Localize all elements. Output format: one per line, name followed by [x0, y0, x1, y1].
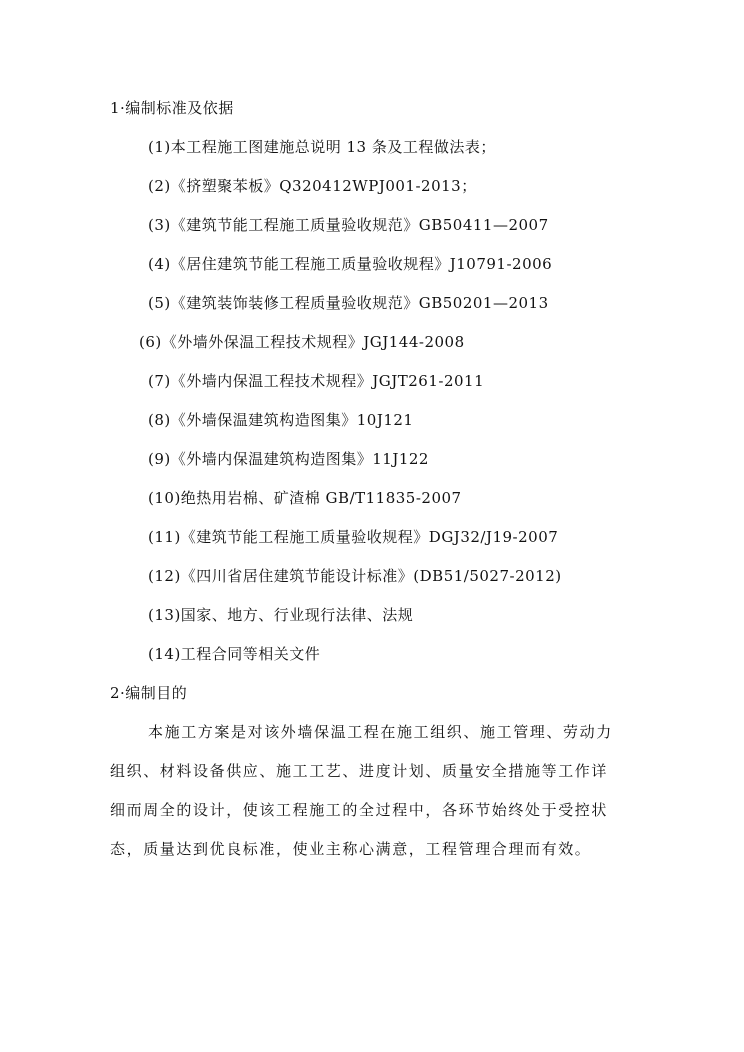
purpose-paragraph-line-2: 组织、材料设备供应、施工工艺、进度计划、质量安全措施等工作详 [110, 762, 609, 780]
reference-item-2: (2)《挤塑聚苯板》Q320412WPJ001-2013； [148, 177, 477, 195]
reference-item-4: (4)《居住建筑节能工程施工质量验收规程》J10791-2006 [148, 255, 553, 273]
purpose-paragraph-line-3: 细而周全的设计，使该工程施工的全过程中，各环节始终处于受控状 [110, 801, 609, 819]
section-2-heading: 2·编制目的 [110, 684, 188, 702]
reference-item-5: (5)《建筑装饰装修工程质量验收规范》GB50201—2013 [148, 294, 549, 312]
reference-item-14: (14)工程合同等相关文件 [148, 645, 321, 663]
reference-item-13: (13)国家、地方、行业现行法律、法规 [148, 606, 414, 624]
reference-item-3: (3)《建筑节能工程施工质量验收规范》GB50411—2007 [148, 216, 549, 234]
purpose-paragraph-line-1: 本施工方案是对该外墙保温工程在施工组织、施工管理、劳动力 [148, 723, 613, 741]
reference-item-1: (1)本工程施工图建施总说明 13 条及工程做法表； [148, 138, 496, 156]
reference-item-9: (9)《外墙内保温建筑构造图集》11J122 [148, 450, 429, 468]
reference-item-7: (7)《外墙内保温工程技术规程》JGJT261-2011 [148, 372, 485, 390]
reference-item-11: (11)《建筑节能工程施工质量验收规程》DGJ32/J19-2007 [148, 528, 559, 546]
reference-item-6: (6)《外墙外保温工程技术规程》JGJ144-2008 [139, 333, 465, 351]
reference-item-12: (12)《四川省居住建筑节能设计标准》(DB51/5027-2012) [148, 567, 562, 585]
section-1-heading: 1·编制标准及依据 [110, 99, 234, 117]
reference-item-10: (10)绝热用岩棉、矿渣棉 GB/T11835-2007 [148, 489, 462, 507]
reference-item-8: (8)《外墙保温建筑构造图集》10J121 [148, 411, 414, 429]
purpose-paragraph-line-4: 态，质量达到优良标准，使业主称心满意，工程管理合理而有效。 [110, 840, 592, 858]
